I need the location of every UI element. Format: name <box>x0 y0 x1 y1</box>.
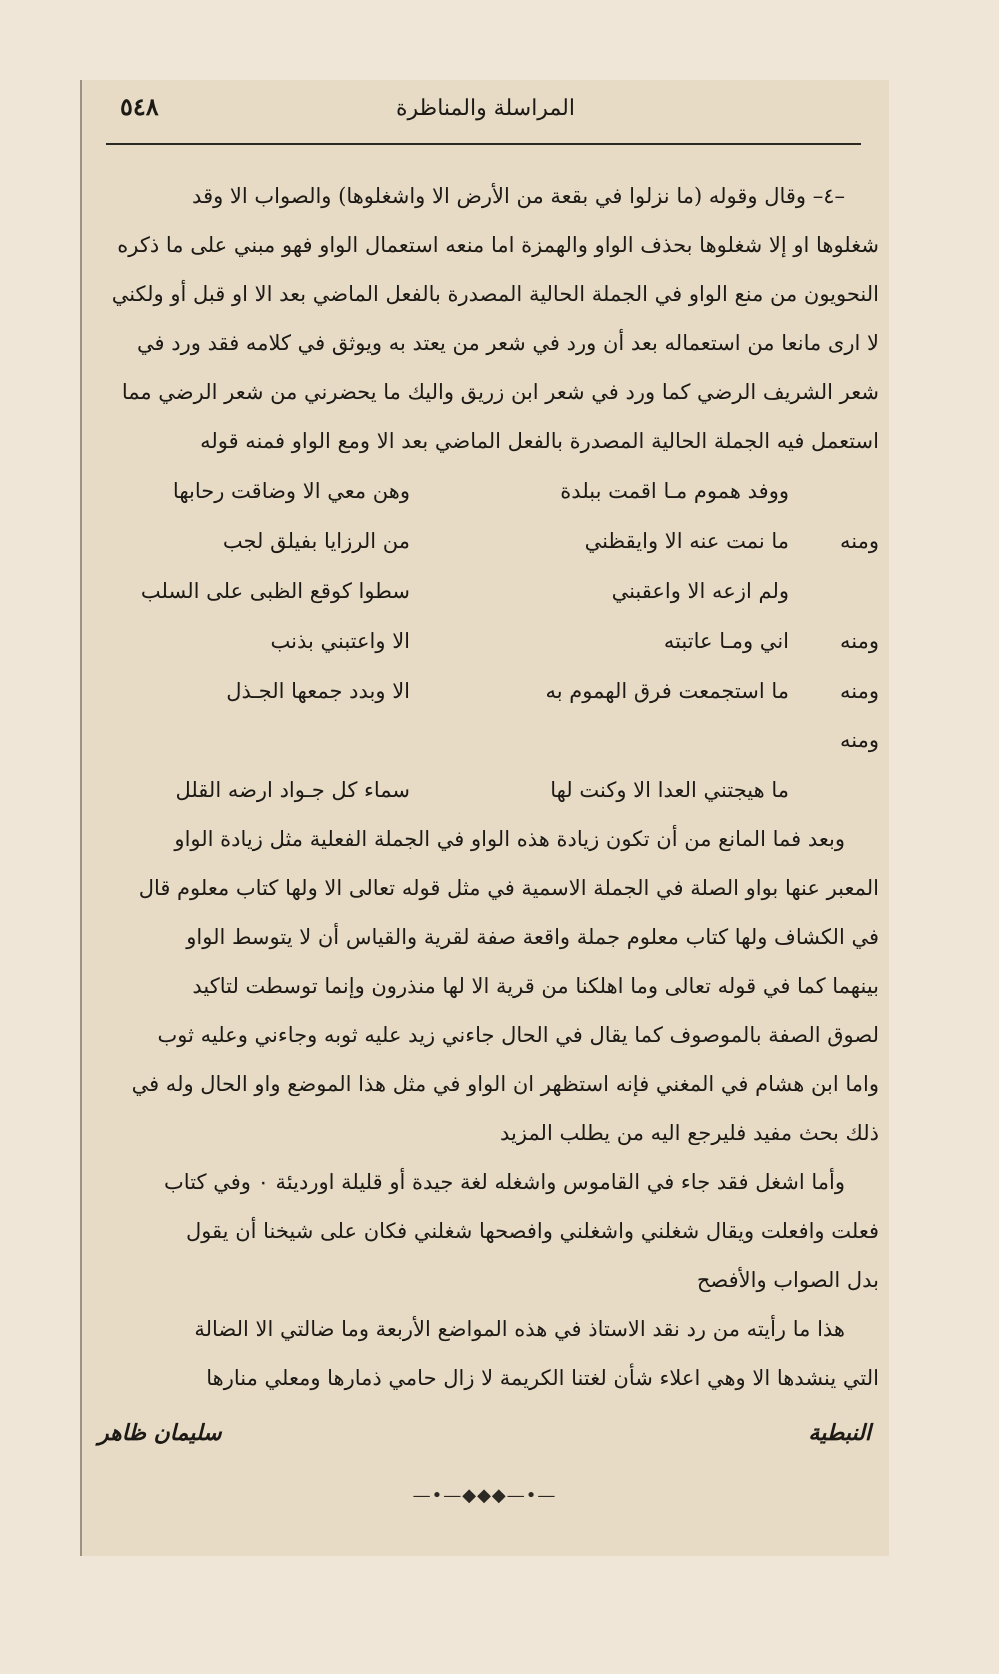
verse-first-hemistich: ووفد هموم مـا اقمت ببلدة <box>560 478 789 503</box>
verse-second-hemistich: سطوا كوقع الظبى على السلب <box>140 578 410 603</box>
text-line: استعمل فيه الجملة الحالية المصدرة بالفعل الماضي بعد الا ومع الواو فمنه قوله <box>200 429 879 453</box>
verse-first-hemistich: اني ومـا عاتبته <box>663 628 789 653</box>
verse-label: ومنه <box>840 528 879 553</box>
verse-second-hemistich: من الرزايا بفيلق لجب <box>222 528 410 553</box>
verse-first-hemistich: ما هيجتني العدا الا وكنت لها <box>550 777 789 802</box>
text-line: بينهما كما في قوله تعالى وما اهلكنا من قرية الا لها منذرون وإنما توسطت لتاكيد <box>192 974 879 998</box>
running-title: المراسلة والمناظرة <box>396 95 575 121</box>
text-line: النحويون من منع الواو في الجملة الحالية المصدرة بالفعل الماضي بعد الا او قبل أو ولكني <box>111 282 879 306</box>
verse-line <box>90 765 879 815</box>
text-line: في الكشاف ولها كتاب معلوم جملة واقعة صفة لقرية والقياس أن لا يتوسط الواو <box>186 925 879 949</box>
text-line: المعبر عنها بواو الصلة في الجملة الاسمية في مثل قوله تعالى الا ولها كتاب معلوم قال <box>138 876 879 900</box>
paragraph-2 <box>90 815 879 1158</box>
verse-first-hemistich: ما نمت عنه الا وايقظني <box>584 528 789 553</box>
text-line: بدل الصواب والأفصح <box>696 1268 879 1292</box>
text-line: هذا ما رأيته من رد نقد الاستاذ في هذه المواضع الأربعة وما ضالتي الا الضالة <box>194 1317 845 1341</box>
paragraph-1 <box>90 172 879 466</box>
and-from-it-label: ومنه <box>840 728 879 752</box>
paragraph-3 <box>90 1158 879 1305</box>
poem-verses <box>90 466 879 815</box>
text-line: وأما اشغل فقد جاء في القاموس واشغله لغة جيدة أو قليلة اورديئة ٠ وفي كتاب <box>164 1170 845 1194</box>
text-line: لصوق الصفة بالموصوف كما يقال في الحال جاءني زيد عليه ثوبه وجاءني وعليه ثوب <box>157 1023 879 1047</box>
verse-line <box>90 466 879 516</box>
signature-block <box>90 1403 879 1463</box>
text-line: واما ابن هشام في المغني فإنه استظهر ان الواو في مثل هذا الموضع واو الحال وله في <box>131 1072 879 1096</box>
page-body <box>90 172 879 1520</box>
verse-second-hemistich: سماء كل جـواد ارضه القلل <box>175 777 410 802</box>
text-line: شغلوها او إلا شغلوها بحذف الواو والهمزة اما منعه استعمال الواو فهو مبني على ما ذكره <box>117 233 879 257</box>
page-header <box>102 88 869 128</box>
verse-label: ومنه <box>840 628 879 653</box>
end-ornament: —•—◆◆◆—•— <box>412 1485 557 1506</box>
signature-place: النبطية <box>808 1419 871 1446</box>
verse-second-hemistich: وهن معي الا وضاقت رحابها <box>172 478 410 503</box>
text-line: التي ينشدها الا وهي اعلاء شأن لغتنا الكريمة لا زال حامي ذمارها ومعلي منارها <box>206 1366 879 1390</box>
signature-name: سليمان ظاهر <box>98 1419 222 1446</box>
text-line: ذلك بحث مفيد فليرجع اليه من يطلب المزيد <box>499 1121 879 1145</box>
verse-line <box>90 516 879 566</box>
verse-line <box>90 666 879 716</box>
text-line: وبعد فما المانع من أن تكون زيادة هذه الواو في الجملة الفعلية مثل زيادة الواو <box>174 827 845 851</box>
verse-line <box>90 566 879 616</box>
page-number: ٥٤٨ <box>120 92 159 121</box>
verse-first-hemistich: ما استجمعت فرق الهموم به <box>545 678 789 703</box>
paragraph-4 <box>90 1305 879 1403</box>
verse-line <box>90 616 879 666</box>
text-line: شعر الشريف الرضي كما ورد في شعر ابن زريق واليك ما يحضرني من شعر الرضي مما <box>121 380 879 404</box>
text-line: لا ارى مانعا من استعماله بعد أن ورد في شعر من يعتد به ويوثق في كلامه فقد ورد في <box>137 331 879 355</box>
header-rule <box>106 143 861 145</box>
text-line: –٤– وقال وقوله (ما نزلوا في بقعة من الأرض الا واشغلوها) والصواب الا وقد <box>192 184 845 208</box>
verse-second-hemistich: الا واعتبني بذنب <box>270 628 410 653</box>
verse-second-hemistich: الا وبدد جمعها الجـذل <box>226 678 410 703</box>
verse-label: ومنه <box>840 678 879 703</box>
book-page <box>80 80 889 1556</box>
verse-first-hemistich: ولم ازعه الا واعقبني <box>611 578 789 603</box>
text-line: فعلت وافعلت ويقال شغلني واشغلني وافصحها شغلني فكان على شيخنا أن يقول <box>185 1219 879 1243</box>
